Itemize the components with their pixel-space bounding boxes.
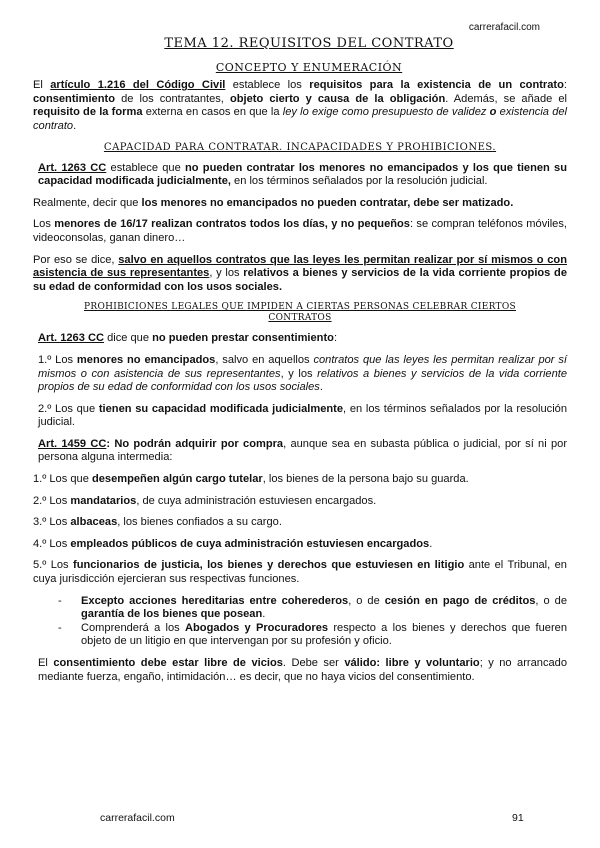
page-number: 91 xyxy=(512,812,524,824)
list-item: - Excepto acciones hereditarias entre coherederos, o de cesión en pago de créditos, o de garantía de los bienes que posean. xyxy=(33,595,567,622)
section-heading-concepto: CONCEPTO Y ENUMERACIÓN xyxy=(215,60,403,74)
paragraph-salvo: Por eso se dice, salvo en aquellos contratos que las leyes les permitan realizar por sí mismos o con asistencia de sus representantes, y los relativos a bienes y servicios de la vida corriente propios de su edad de conformidad con los usos sociales. xyxy=(33,253,567,293)
header-site: carrerafacil.com xyxy=(468,22,540,33)
paragraph-art-1263: Art. 1263 CC establece que no pueden contratar los menores no emancipados y los que tienen su capacidad modificada judicialmente, en los términos señalados por la resolución judicial. xyxy=(38,161,567,188)
paragraph-consentimiento-libre: El consentimiento debe estar libre de vicios. Debe ser válido: libre y voluntario; y no arrancado mediante fuerza, engaño, intimidación… es decir, que no haya vicios del consentimiento. xyxy=(38,657,568,683)
section-heading-prohibiciones: PROHIBICIONES LEGALES QUE IMPIDEN A CIERTAS PERSONAS CELEBRAR CIERTOS CONTRATOS xyxy=(84,302,516,324)
section-heading-capacidad: CAPACIDAD PARA CONTRATAR. INCAPACIDADES Y PROHIBICIONES. xyxy=(103,141,497,153)
list-item: 4.º Los empleados públicos de cuya administración estuviesen encargados. xyxy=(33,537,433,550)
paragraph-requisitos: El artículo 1.216 del Código Civil establece los requisitos para la existencia de un contrato: consentimiento de los contratantes, objeto cierto y causa de la obligación. Además, se añade el requisito de la forma externa en casos en que la ley lo exige como presupuesto de validez o existencia del contrato. xyxy=(33,79,567,132)
paragraph-matizado: Realmente, decir que los menores no emancipados no pueden contratar, debe ser matizado. xyxy=(33,196,514,209)
list-item: 2.º Los mandatarios, de cuya administración estuviesen encargados. xyxy=(33,494,377,507)
paragraph-menores: Los menores de 16/17 realizan contratos todos los días, y no pequeños: se compran teléfonos móviles, videoconsolas, ganan dinero… xyxy=(33,218,567,244)
paragraph-menores-no-emancipados: 1.º Los menores no emancipados, salvo en aquellos contratos que las leyes les permitan realizar por sí mismos o con asistencia de sus representantes, y los relativos a bienes y servicios de la vida corriente propios de su edad de conformidad con los usos sociales. xyxy=(38,353,568,394)
list-item: - Comprenderá a los Abogados y Procuradores respecto a los bienes y derechos que fueren objeto de un litigio en que intervengan por su profesión y oficio. xyxy=(33,622,567,649)
paragraph-art-1263-consentimiento: Art. 1263 CC dice que no pueden prestar consentimiento: xyxy=(38,332,338,345)
page-title: TEMA 12. REQUISITOS DEL CONTRATO xyxy=(164,36,454,51)
content xyxy=(33,37,567,692)
paragraph-capacidad-modificada: 2.º Los que tienen su capacidad modificada judicialmente, en los términos señalados por la resolución judicial. xyxy=(38,402,567,429)
list-item: 5.º Los funcionarios de justicia, los bienes y derechos que estuviesen en litigio ante el Tribunal, en cuya jurisdicción ejercieran sus respectivas funciones. xyxy=(33,559,567,586)
list-item: 3.º Los albaceas, los bienes confiados a su cargo. xyxy=(33,516,282,529)
list-item: 1.º Los que desempeñen algún cargo tutelar, los bienes de la persona bajo su guarda. xyxy=(33,473,469,486)
exceptions-list xyxy=(33,595,567,649)
footer-site: carrerafacil.com xyxy=(100,812,175,824)
paragraph-art-1459: Art. 1459 CC: No podrán adquirir por compra, aunque sea en subasta pública o judicial, por sí ni por persona alguna intermedia: xyxy=(38,437,568,464)
